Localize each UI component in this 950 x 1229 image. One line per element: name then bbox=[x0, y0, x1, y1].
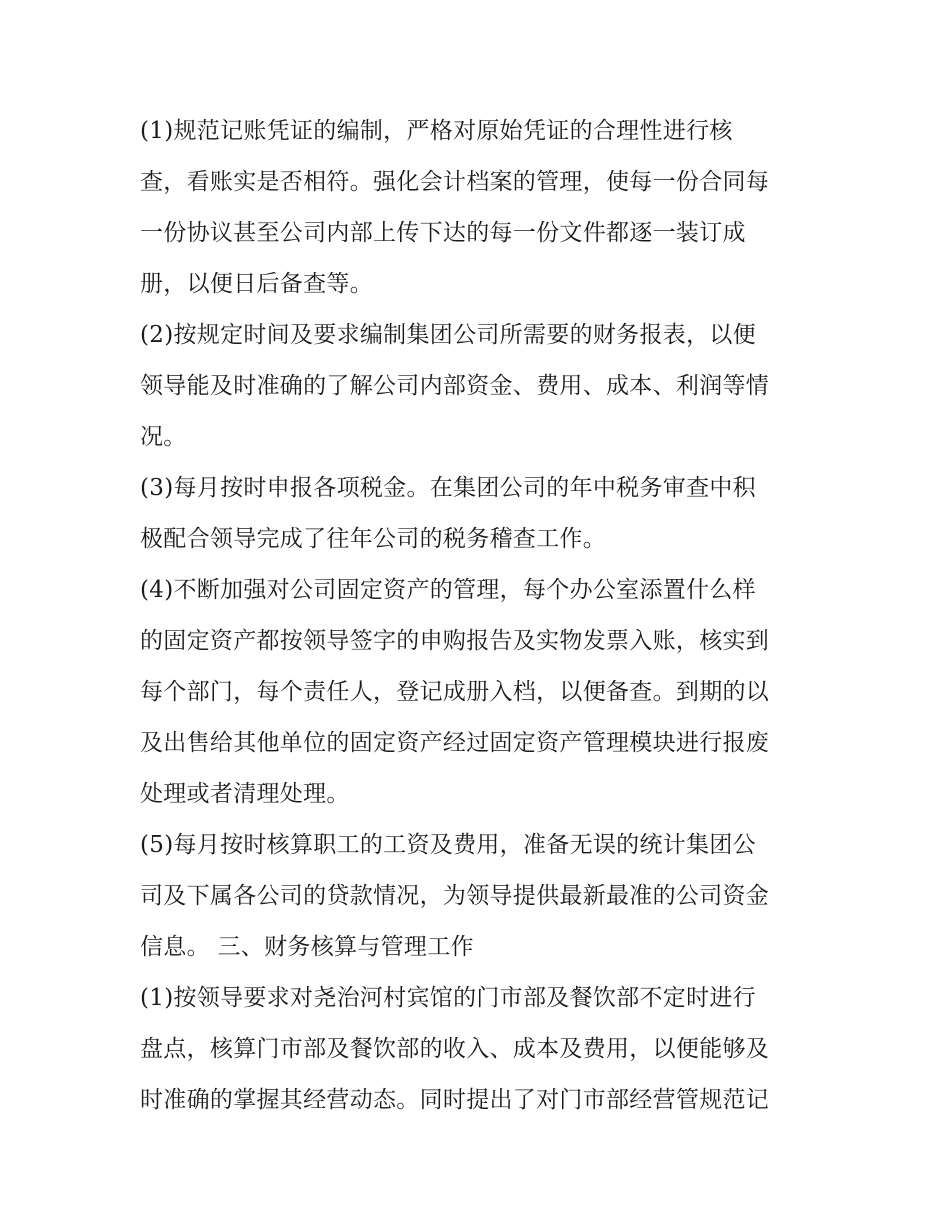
text-line: 及出售给其他单位的固定资产经过固定资产管理模块进行报废 bbox=[140, 730, 770, 756]
text-line: (2)按规定时间及要求编制集团公司所需要的财务报表，以便 bbox=[140, 322, 756, 348]
text-line: 盘点，核算门市部及餐饮部的收入、成本及费用，以便能够及 bbox=[140, 1036, 770, 1062]
text-line: 司及下属各公司的贷款情况，为领导提供最新最准的公司资金 bbox=[140, 883, 770, 909]
document-body bbox=[140, 106, 820, 1126]
text-line: (1)规范记账凭证的编制，严格对原始凭证的合理性进行核 bbox=[140, 118, 733, 144]
text-line: (3)每月按时申报各项税金。在集团公司的年中税务审查中积 bbox=[140, 475, 756, 501]
text-line: 查，看账实是否相符。强化会计档案的管理，使每一份合同每 bbox=[140, 169, 770, 195]
text-line: 的固定资产都按领导签字的申购报告及实物发票入账，核实到 bbox=[140, 628, 770, 654]
text-line: 极配合领导完成了往年公司的税务稽查工作。 bbox=[140, 526, 606, 552]
text-line: 况。 bbox=[140, 424, 187, 450]
text-line: (1)按领导要求对尧治河村宾馆的门市部及餐饮部不定时进行 bbox=[140, 985, 756, 1011]
text-line: (5)每月按时核算职工的工资及费用，准备无误的统计集团公 bbox=[140, 832, 756, 858]
text-line: 处理或者清理处理。 bbox=[140, 781, 350, 807]
text-line: (4)不断加强对公司固定资产的管理，每个办公室添置什么样 bbox=[140, 577, 756, 603]
text-line: 领导能及时准确的了解公司内部资金、费用、成本、利润等情 bbox=[140, 373, 770, 399]
text-line: 每个部门，每个责任人，登记成册入档，以便备查。到期的以 bbox=[140, 679, 770, 705]
text-line: 信息。 三、财务核算与管理工作 bbox=[140, 934, 474, 960]
text-line: 册，以便日后备查等。 bbox=[140, 271, 373, 297]
text-line: 一份协议甚至公司内部上传下达的每一份文件都逐一装订成 bbox=[140, 220, 746, 246]
text-line: 时准确的掌握其经营动态。同时提出了对门市部经营管规范记 bbox=[140, 1087, 770, 1113]
